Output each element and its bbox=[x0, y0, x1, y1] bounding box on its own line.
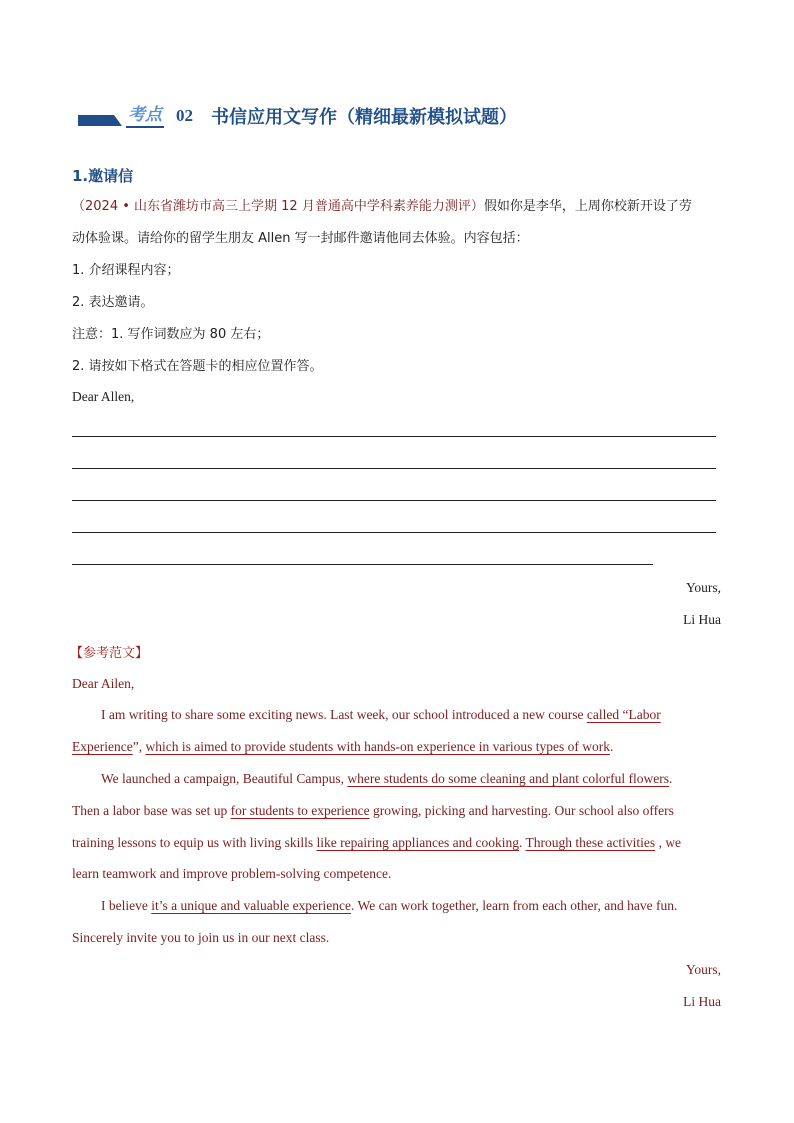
section-title: 1.邀请信 bbox=[72, 167, 134, 185]
essay-p3-line-1 bbox=[101, 896, 677, 916]
prompt-note-1: 注意：1. 写作词数应为 80 左右； bbox=[72, 327, 270, 342]
prompt-item-2: 2. 表达邀请。 bbox=[72, 295, 154, 310]
header-bar-decoration bbox=[78, 115, 114, 126]
prompt-source: （2024 • 山东省潍坊市高三上学期 12 月普通高中学科素养能力测评） bbox=[72, 199, 484, 214]
essay-p2-line-3 bbox=[72, 833, 681, 853]
prompt-line-1 bbox=[72, 197, 692, 217]
header-label: 考点 bbox=[126, 105, 164, 128]
essay-p1-line-2 bbox=[72, 737, 613, 757]
reference-label: 【参考范文】 bbox=[70, 646, 149, 661]
essay-highlight: like repairing appliances and cooking bbox=[316, 835, 519, 850]
essay-text: . bbox=[610, 739, 614, 754]
essay-text: growing, picking and harvesting. Our school also offers bbox=[369, 803, 674, 818]
essay-text: I am writing to share some exciting news. Last week, our school introduced a new course bbox=[101, 707, 587, 722]
essay-highlight: Through these activities bbox=[525, 835, 656, 850]
topic-header bbox=[78, 104, 517, 128]
answer-line bbox=[72, 436, 716, 437]
essay-highlight: where students do some cleaning and plant colorful flowers bbox=[347, 771, 670, 786]
essay-text: ”, bbox=[132, 739, 146, 754]
prompt-signature: Li Hua bbox=[683, 612, 721, 627]
essay-text: Then a labor base was set up bbox=[72, 803, 231, 818]
prompt-line-2: 动体验课。请给你的留学生朋友 Allen 写一封邮件邀请他同去体验。内容包括： bbox=[72, 231, 529, 246]
prompt-item-1: 1. 介绍课程内容； bbox=[72, 263, 180, 278]
essay-p2-line-2 bbox=[72, 801, 674, 821]
essay-text: training lessons to equip us with living skills bbox=[72, 835, 317, 850]
header-number: 02 bbox=[176, 106, 193, 125]
prompt-closing: Yours, bbox=[685, 580, 721, 595]
answer-line bbox=[72, 500, 716, 501]
essay-highlight: called “Labor bbox=[586, 707, 661, 722]
essay-signature: Li Hua bbox=[683, 994, 721, 1009]
essay-p3-line-2: Sincerely invite you to join us in our next class. bbox=[72, 930, 330, 945]
essay-highlight: for students to experience bbox=[230, 803, 370, 818]
essay-text: We launched a campaign, Beautiful Campus, bbox=[101, 771, 348, 786]
essay-highlight: which is aimed to provide students with hands-on experience in various types of work bbox=[145, 739, 610, 754]
essay-highlight: it’s a unique and valuable experience bbox=[151, 898, 352, 913]
header-bar-slant bbox=[114, 115, 122, 126]
answer-line bbox=[72, 564, 653, 565]
prompt-line-1-text: 假如你是李华，上周你校新开设了劳 bbox=[483, 199, 692, 214]
essay-p2-line-1 bbox=[101, 769, 672, 789]
essay-text: , we bbox=[655, 835, 682, 850]
prompt-note-2: 2. 请按如下格式在答题卡的相应位置作答。 bbox=[72, 359, 323, 374]
essay-text: . We can work together, learn from each other, and have fun. bbox=[351, 898, 678, 913]
essay-p2-line-4: learn teamwork and improve problem-solving competence. bbox=[72, 866, 392, 881]
answer-line bbox=[72, 468, 716, 469]
prompt-salutation: Dear Allen, bbox=[72, 389, 135, 404]
essay-p1-line-1 bbox=[101, 705, 661, 725]
essay-text: I believe bbox=[101, 898, 152, 913]
answer-line bbox=[72, 532, 716, 533]
essay-text: . bbox=[669, 771, 673, 786]
essay-highlight: Experience bbox=[72, 739, 133, 754]
header-title: 书信应用文写作（精细最新模拟试题） bbox=[211, 107, 517, 128]
essay-salutation: Dear Ailen, bbox=[72, 676, 135, 691]
essay-text: . bbox=[518, 835, 526, 850]
essay-closing: Yours, bbox=[685, 962, 721, 977]
